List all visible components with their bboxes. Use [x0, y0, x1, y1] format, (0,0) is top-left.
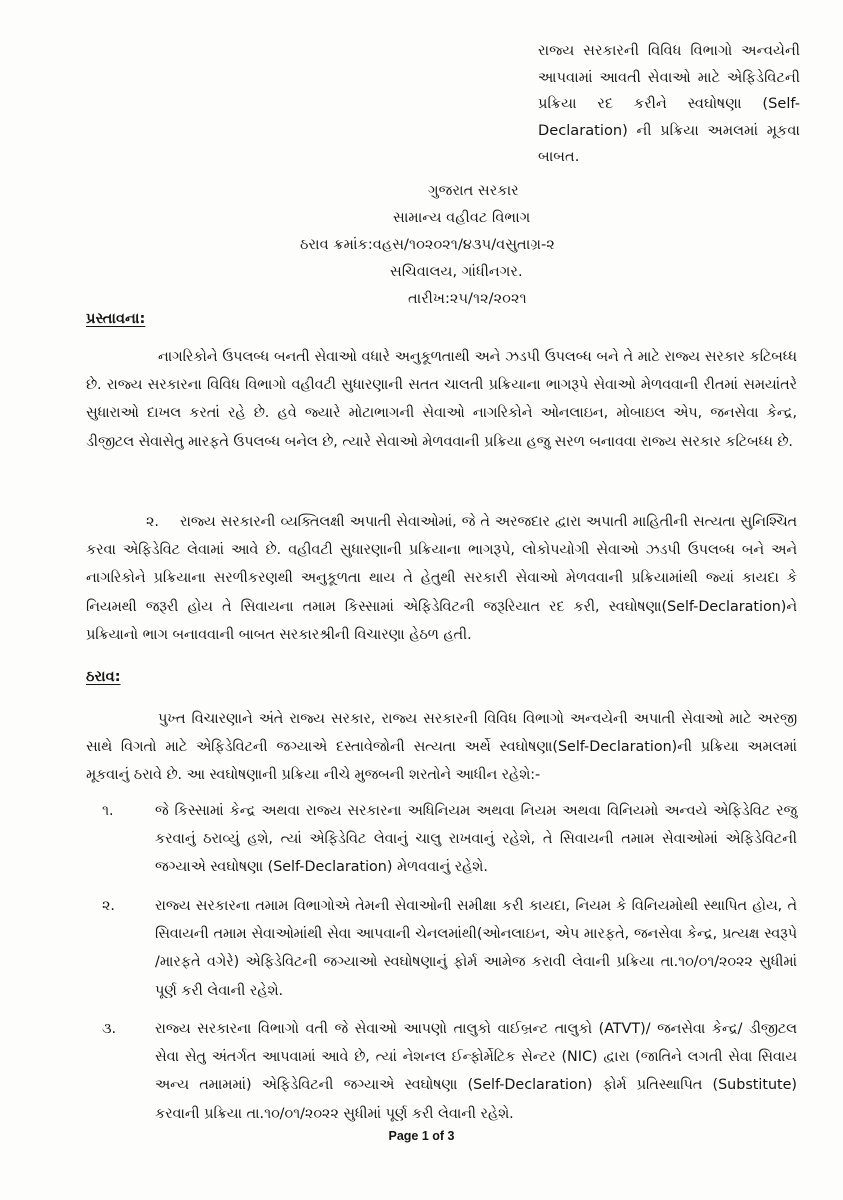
resolution-date: તારીખ:૨૫/૧૨/૨૦૨૧	[408, 290, 527, 307]
resolution-intro	[86, 705, 797, 790]
condition-number: ૧.	[102, 803, 114, 819]
department-name: સામાન્ય વહીવટ વિભાગ	[393, 209, 531, 226]
preamble-paragraph-2	[86, 508, 797, 649]
preamble-paragraph-2-number: ૨.	[146, 514, 159, 530]
resolution-condition-1	[86, 797, 797, 882]
resolution-condition-3	[86, 1015, 797, 1128]
preamble-paragraph-1	[86, 343, 797, 456]
resolution-intro-text: પુખ્ત વિચારણાને અંતે રાજ્ય સરકાર, રાજ્ય સરકારની વિવિધ વિભાગો અન્વયેની અપાતી સેવાઓ માટે અરજી સાથે વિગતો માટે એફિડેવિટની જગ્યાએ દસ્તાવેજોની સત્યતા અર્થે સ્વઘોષણા(Self-Declaration)ની પ્રક્રિયા અમલમાં મૂકવાનું ઠરાવે છે. આ સ્વઘોષણાની પ્રક્રિયા નીચે મુજબની શરતોને આધીન રહેશે:-	[86, 711, 797, 784]
condition-text: જે કિસ્સામાં કેન્દ્ર અથવા રાજ્ય સરકારના અધિનિયમ અથવા નિયમ અથવા વિનિયમો અન્વયે એફિડેવિટ રજુ કરવાનું ઠરાવ્યું હશે, ત્યાં એફિડેવિટ લેવાનું ચાલુ રાખવાનું રહેશે, તે સિવાયની તમામ સેવાઓમાં એફિડેવિટની જગ્યાએ સ્વઘોષણા (Self-Declaration) મેળવવાનું રહેશે.	[155, 803, 797, 876]
resolution-heading: ઠરાવ:	[86, 668, 121, 685]
preamble-paragraph-1-text: નાગરિકોને ઉપલબ્ધ બનતી સેવાઓ વધારે અનુકૂળતાથી અને ઝડપી ઉપલબ્ધ બને તે માટે રાજ્ય સરકાર કટિબધ્ધ છે. રાજ્ય સરકારના વિવિધ વિભાગો વહીવટી સુધારણાની સતત ચાલતી પ્રક્રિયાના ભાગરૂપે સેવાઓ મેળવવાની રીતમાં સમયાંતરે સુધારાઓ દાખલ કરતાં રહે છે. હવે જ્યારે મોટાભાગની સેવાઓ નાગરિકોને ઓનલાઇન, મોબાઇલ એપ, જનસેવા કેન્દ્ર, ડીજીટલ સેવાસેતુ મારફતે ઉપલબ્ધ બનેલ છે, ત્યારે સેવાઓ મેળવવાની પ્રક્રિયા હજુ સરળ બનાવવા રાજ્ય સરકાર કટિબધ્ધ છે.	[86, 349, 797, 450]
government-name: ગુજરાત સરકાર	[428, 182, 519, 199]
office-location: સચિવાલય, ગાંધીનગર.	[390, 263, 523, 280]
condition-text: રાજ્ય સરકારના વિભાગો વતી જે સેવાઓ આપણો તાલુકો વાઈબ્રન્ટ તાલુકો (ATVT)/ જનસેવા કેન્દ્ર/ ડીજીટલ સેવા સેતુ અંતર્ગત આપવામાં આવે છે, ત્યાં નેશનલ ઈન્ફોર્મેટિક સેન્ટર (NIC) દ્વારા (જાતિને લગતી સેવા સિવાય અન્ય તમામમાં) એફિડેવિટની જગ્યાએ સ્વઘોષણા (Self-Declaration) ફોર્મ પ્રતિસ્થાપિત (Substitute) કરવાની પ્રક્રિયા તા.૧૦/૦૧/૨૦૨૨ સુધીમાં પૂર્ણ કરી લેવાની રહેશે.	[155, 1021, 797, 1122]
resolution-condition-2	[86, 892, 797, 1005]
preamble-paragraph-2-text: રાજ્ય સરકારની વ્યક્તિલક્ષી અપાતી સેવાઓમાં, જે તે અરજદાર દ્વારા અપાતી માહિતીની સત્યતા સુનિશ્ચિત કરવા એફિડેવિટ લેવામાં આવે છે. વહીવટી સુધારણાની પ્રક્રિયાના ભાગરૂપે, લોકોપયોગી સેવાઓ ઝડપી ઉપલબ્ધ બને અને નાગરિકોને પ્રક્રિયાના સરળીકરણથી અનુકૂળતા થાય તે હેતુથી સરકારી સેવાઓ મેળવવાની પ્રક્રિયામાંથી જ્યાં કાયદા કે નિયમથી જરૂરી હોય તે સિવાયના તમામ કિસ્સામાં એફિડેવિટની જરૂરિયાત રદ કરી, સ્વઘોષણા(Self-Declaration)ને પ્રક્રિયાનો ભાગ બનાવવાની બાબત સરકારશ્રીની વિચારણા હેઠળ હતી.	[86, 514, 797, 643]
resolution-number: ઠરાવ ક્રમાંક:વહસ/૧૦૨૦૨૧/૪૩૫/વસુતાગ્ર-૨	[300, 236, 555, 253]
subject-block: રાજ્ય સરકારની વિવિધ વિભાગો અન્વયેની આપવામાં આવતી સેવાઓ માટે એફિડેવિટની પ્રક્રિયા રદ કરીને સ્વઘોષણા (Self-Declaration) ની પ્રક્રિયા અમલમાં મૂકવા બાબત.	[538, 42, 800, 166]
condition-text: રાજ્ય સરકારના તમામ વિભાગોએ તેમની સેવાઓની સમીક્ષા કરી કાયદા, નિયમ કે વિનિયમોથી સ્થાપિત હોય, તે સિવાયની તમામ સેવાઓમાંથી સેવા આપવાની ચેનલમાંથી(ઓનલાઇન, એપ મારફતે, જનસેવા કેન્દ્ર, પ્રત્યક્ષ સ્વરૂપે /મારફતે વગેરે) એફિડેવિટની જગ્યાઓ સ્વઘોષણાનું ફોર્મ આમેજ કરાવી લેવાની પ્રક્રિયા તા.૧૦/૦૧/૨૦૨૨ સુધીમાં પૂર્ણ કરી લેવાની રહેશે.	[155, 898, 797, 999]
page-number: Page 1 of 3	[388, 1129, 455, 1143]
issuing-authority-block	[300, 177, 600, 312]
condition-number: ૨.	[102, 898, 115, 914]
condition-number: ૩.	[102, 1021, 117, 1037]
preamble-heading: પ્રસ્તાવના:	[86, 310, 146, 327]
